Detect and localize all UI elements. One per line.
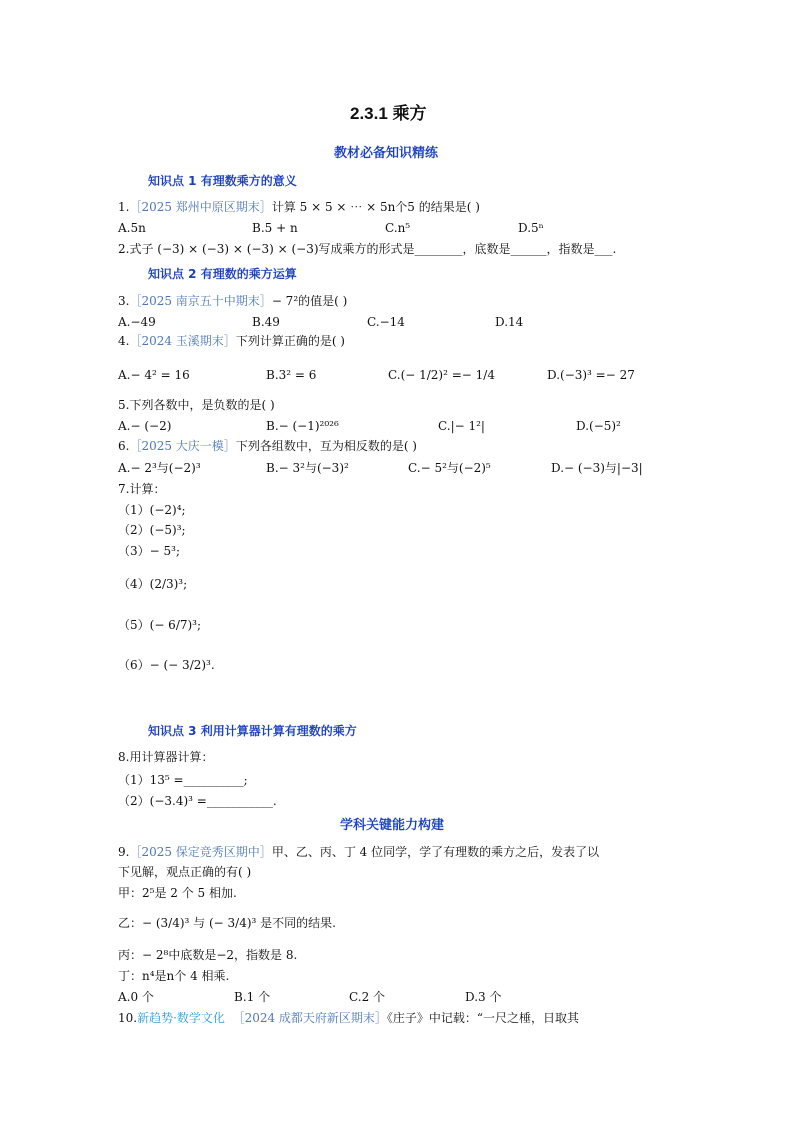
sub-item-3: （3）− 5³;: [118, 544, 180, 558]
section-heading-1: 教材必备知识精练: [334, 146, 439, 161]
question-source: ［2025 保定竞秀区期中］: [129, 845, 272, 859]
question-text: 下列计算正确的是( ): [235, 334, 345, 348]
question-text: 甲、乙、丙、丁 4 位同学，学了有理数的乘方之后，发表了以: [271, 845, 600, 859]
question-3: [118, 293, 347, 309]
question-source: ［2025 大庆一模］: [129, 439, 236, 453]
view-jia: 甲：2⁵是 2 个 5 相加.: [118, 886, 237, 900]
option-a: A.0 个: [118, 990, 154, 1004]
knowledge-point-2: 知识点 2 有理数的乘方运算: [148, 267, 297, 281]
question-10: [118, 1010, 579, 1026]
sub-item-4: （4）(2/3)³;: [118, 577, 188, 591]
option-b: B.3² = 6: [266, 368, 317, 382]
question-text: 计算 5 × 5 × ⋯ × 5n个5 的结果是( ): [271, 200, 480, 214]
question-text: 下列各组数中，互为相反数的是( ): [235, 439, 417, 453]
question-9: [118, 844, 599, 860]
knowledge-point-3: 知识点 3 利用计算器计算有理数的乘方: [148, 724, 357, 738]
page-title: 2.3.1 乘方: [350, 104, 427, 123]
question-text: 《庄子》中记载：“一尺之棰，日取其: [386, 1011, 580, 1025]
question-8: 8.用计算器计算：: [118, 750, 214, 764]
question-source: ［2024 成都天府新区期末］: [232, 1011, 387, 1025]
option-b: B.49: [252, 315, 280, 329]
trend-tag: 新趋势·数学文化: [137, 1011, 225, 1025]
view-bing: 丙：− 2⁸中底数是−2，指数是 8.: [118, 948, 298, 962]
question-4: [118, 333, 345, 349]
sub-item-1: （1）(−2)⁴;: [118, 503, 186, 517]
option-c: C.−14: [367, 315, 405, 329]
option-c: C.(− 1/2)² =− 1/4: [388, 368, 495, 382]
sub-item-1: （1）13⁵ =__________;: [118, 773, 248, 787]
question-9-continued: 下见解，观点正确的有( ): [118, 865, 252, 879]
question-7: 7.计算：: [118, 482, 166, 496]
sub-item-5: （5）(− 6/7)³;: [118, 618, 202, 632]
sub-item-6: （6）− (− 3/2)³.: [118, 658, 215, 672]
option-b: B.− 3²与(−3)²: [266, 461, 349, 475]
sub-item-2: （2）(−3.4)³ =___________.: [118, 794, 277, 808]
question-number: 6.: [118, 439, 130, 453]
option-d: D.(−5)²: [576, 419, 621, 433]
option-d: D.− (−3)与|−3|: [551, 461, 643, 475]
option-d: D.3 个: [465, 990, 502, 1004]
sub-item-2: （2）(−5)³;: [118, 523, 186, 537]
view-yi: 乙：− (3/4)³ 与 (− 3/4)³ 是不同的结果.: [118, 916, 336, 930]
question-1: [118, 199, 480, 215]
option-d: D.(−3)³ =− 27: [547, 368, 635, 382]
question-number: 4.: [118, 334, 130, 348]
view-ding: 丁：n⁴是n个 4 相乘.: [118, 969, 230, 983]
option-c: C.2 个: [349, 990, 386, 1004]
option-a: A.− 2³与(−2)³: [118, 461, 201, 475]
option-b: B.− (−1)²⁰²⁶: [266, 419, 339, 433]
option-a: A.−49: [118, 315, 156, 329]
question-2: 2.式子 (−3) × (−3) × (−3) × (−3)写成乘方的形式是________，底数是______，指数是___.: [118, 242, 617, 256]
option-d: D.5ⁿ: [518, 221, 544, 235]
question-number: 10.: [118, 1011, 138, 1025]
knowledge-point-1: 知识点 1 有理数乘方的意义: [148, 174, 297, 188]
option-c: C.n⁵: [385, 221, 411, 235]
question-number: 1.: [118, 200, 130, 214]
option-a: A.− (−2): [118, 419, 172, 433]
section-heading-2: 学科关键能力构建: [340, 818, 445, 833]
question-text: − 7²的值是( ): [271, 294, 348, 308]
option-c: C.− 5²与(−2)⁵: [408, 461, 491, 475]
question-number: 9.: [118, 845, 130, 859]
question-source: ［2025 郑州中原区期末］: [129, 200, 272, 214]
option-b: B.1 个: [234, 990, 271, 1004]
option-b: B.5 + n: [252, 221, 298, 235]
question-5: 5.下列各数中，是负数的是( ): [118, 398, 275, 412]
question-6: [118, 438, 417, 454]
question-source: ［2024 玉溪期末］: [129, 334, 236, 348]
option-a: A.5n: [118, 221, 146, 235]
question-source: ［2025 南京五十中期末］: [129, 294, 272, 308]
question-number: 3.: [118, 294, 130, 308]
option-c: C.|− 1²|: [438, 419, 485, 433]
option-a: A.− 4² = 16: [118, 368, 190, 382]
option-d: D.14: [495, 315, 524, 329]
